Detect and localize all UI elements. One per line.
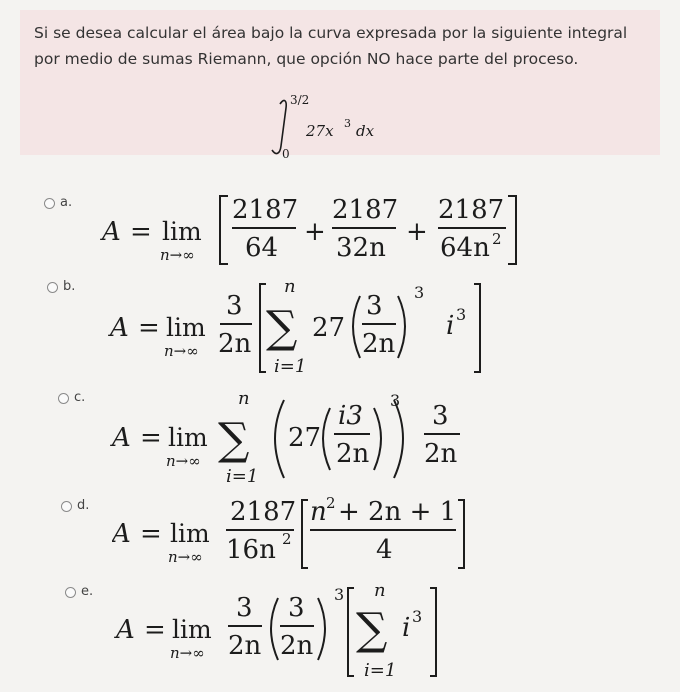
integral-lower-limit: 0 xyxy=(282,147,290,160)
e-ipow: 3 xyxy=(412,607,423,626)
b-sigma-top: n xyxy=(284,276,296,297)
e-frac-num: 3 xyxy=(236,593,253,623)
d-frac-den-pow: 2 xyxy=(282,530,292,548)
a-lim-sub: n→∞ xyxy=(160,246,195,264)
d-frac-den: 16n xyxy=(226,535,276,565)
e-sigma: ∑ xyxy=(356,604,388,655)
b-ipow: 3 xyxy=(456,305,467,324)
b-i: i xyxy=(446,311,455,341)
b-A: A xyxy=(110,313,129,343)
d-eq: = xyxy=(140,519,162,549)
radio-option-a[interactable] xyxy=(44,198,55,209)
c-inner-den: 2n xyxy=(336,439,370,469)
d-lim: lim xyxy=(170,519,210,548)
d-frac-num: 2187 xyxy=(230,497,297,527)
b-sigma-bot: i=1 xyxy=(274,356,307,377)
option-b-formula xyxy=(100,276,520,380)
question-text: Si se desea calcular el área bajo la curva expresada por la siguiente integral por medio de sumas Riemann, que opción NO hace parte del proceso. xyxy=(34,24,628,68)
d-bracket-n: n xyxy=(310,497,327,527)
option-e[interactable] xyxy=(0,580,680,686)
c-inner-num: i3 xyxy=(338,401,363,431)
e-frac-den: 2n xyxy=(228,631,262,661)
integrand: 27x xyxy=(306,122,334,140)
a-eq: = xyxy=(130,217,152,247)
a-lim: lim xyxy=(162,217,202,246)
e-inner-num: 3 xyxy=(288,593,305,623)
option-c[interactable] xyxy=(0,386,680,490)
b-frac-den: 2n xyxy=(218,329,252,359)
c-sigma-top: n xyxy=(238,388,250,409)
b-sigma: ∑ xyxy=(266,302,298,353)
c-coef: 27 xyxy=(288,423,322,453)
a-t1-num: 2187 xyxy=(232,195,299,225)
integral-expression xyxy=(240,90,440,160)
option-d[interactable] xyxy=(0,494,680,574)
integral-upper-limit: 3/2 xyxy=(290,93,310,107)
radio-option-c[interactable] xyxy=(58,393,69,404)
option-a-formula xyxy=(90,188,530,270)
a-t1-den: 64 xyxy=(245,233,279,263)
e-inner-den: 2n xyxy=(280,631,314,661)
e-lim: lim xyxy=(172,615,212,644)
a-plus-1: + xyxy=(304,217,326,247)
e-eq: = xyxy=(144,615,166,645)
d-lim-sub: n→∞ xyxy=(168,548,203,566)
e-lim-sub: n→∞ xyxy=(170,644,205,662)
e-pow: 3 xyxy=(334,585,345,604)
c-sigma: ∑ xyxy=(218,414,250,465)
b-lim: lim xyxy=(166,313,206,342)
a-A: A xyxy=(102,217,121,247)
option-a-letter: a. xyxy=(60,195,73,210)
b-lim-sub: n→∞ xyxy=(164,342,199,360)
radio-option-d[interactable] xyxy=(61,501,72,512)
a-t3-num: 2187 xyxy=(438,195,505,225)
integrand-power: 3 xyxy=(344,117,351,130)
d-bracket-rest: + 2n + 1 xyxy=(338,497,457,527)
a-plus-2: + xyxy=(406,217,428,247)
c-lim: lim xyxy=(168,423,208,452)
d-A: A xyxy=(112,519,131,549)
e-i: i xyxy=(402,613,411,643)
integral-dx: dx xyxy=(356,122,375,140)
c-A: A xyxy=(112,423,131,453)
option-b-letter: b. xyxy=(63,279,76,294)
a-t3-sq: 2 xyxy=(492,230,502,248)
c-eq: = xyxy=(140,423,162,453)
c-lim-sub: n→∞ xyxy=(166,452,201,470)
b-eq: = xyxy=(138,313,160,343)
a-t3-den: 64n xyxy=(440,233,490,263)
option-c-letter: c. xyxy=(74,390,86,405)
option-c-formula xyxy=(108,386,488,490)
option-e-letter: e. xyxy=(81,584,94,599)
e-sigma-bot: i=1 xyxy=(364,660,397,681)
c-sigma-bot: i=1 xyxy=(226,466,259,487)
radio-option-b[interactable] xyxy=(47,282,58,293)
option-b[interactable] xyxy=(0,276,680,382)
d-bracket-den: 4 xyxy=(376,535,393,565)
e-A: A xyxy=(116,615,135,645)
option-a[interactable] xyxy=(0,188,680,270)
c-frac-den: 2n xyxy=(424,439,458,469)
a-t2-num: 2187 xyxy=(332,195,399,225)
question-box xyxy=(20,10,660,160)
option-e-formula xyxy=(112,580,452,684)
c-pow: 3 xyxy=(390,391,401,410)
b-inner-num: 3 xyxy=(366,291,383,321)
c-frac-num: 3 xyxy=(432,401,449,431)
b-inner-den: 2n xyxy=(362,329,396,359)
d-bracket-n-pow: 2 xyxy=(326,494,336,512)
b-coef: 27 xyxy=(312,313,346,343)
b-pow: 3 xyxy=(414,283,425,302)
radio-option-e[interactable] xyxy=(65,587,76,598)
a-t2-den: 32n xyxy=(336,233,386,263)
option-d-formula xyxy=(112,494,482,574)
option-d-letter: d. xyxy=(77,498,90,513)
b-frac-num: 3 xyxy=(226,291,243,321)
e-sigma-top: n xyxy=(374,580,386,601)
